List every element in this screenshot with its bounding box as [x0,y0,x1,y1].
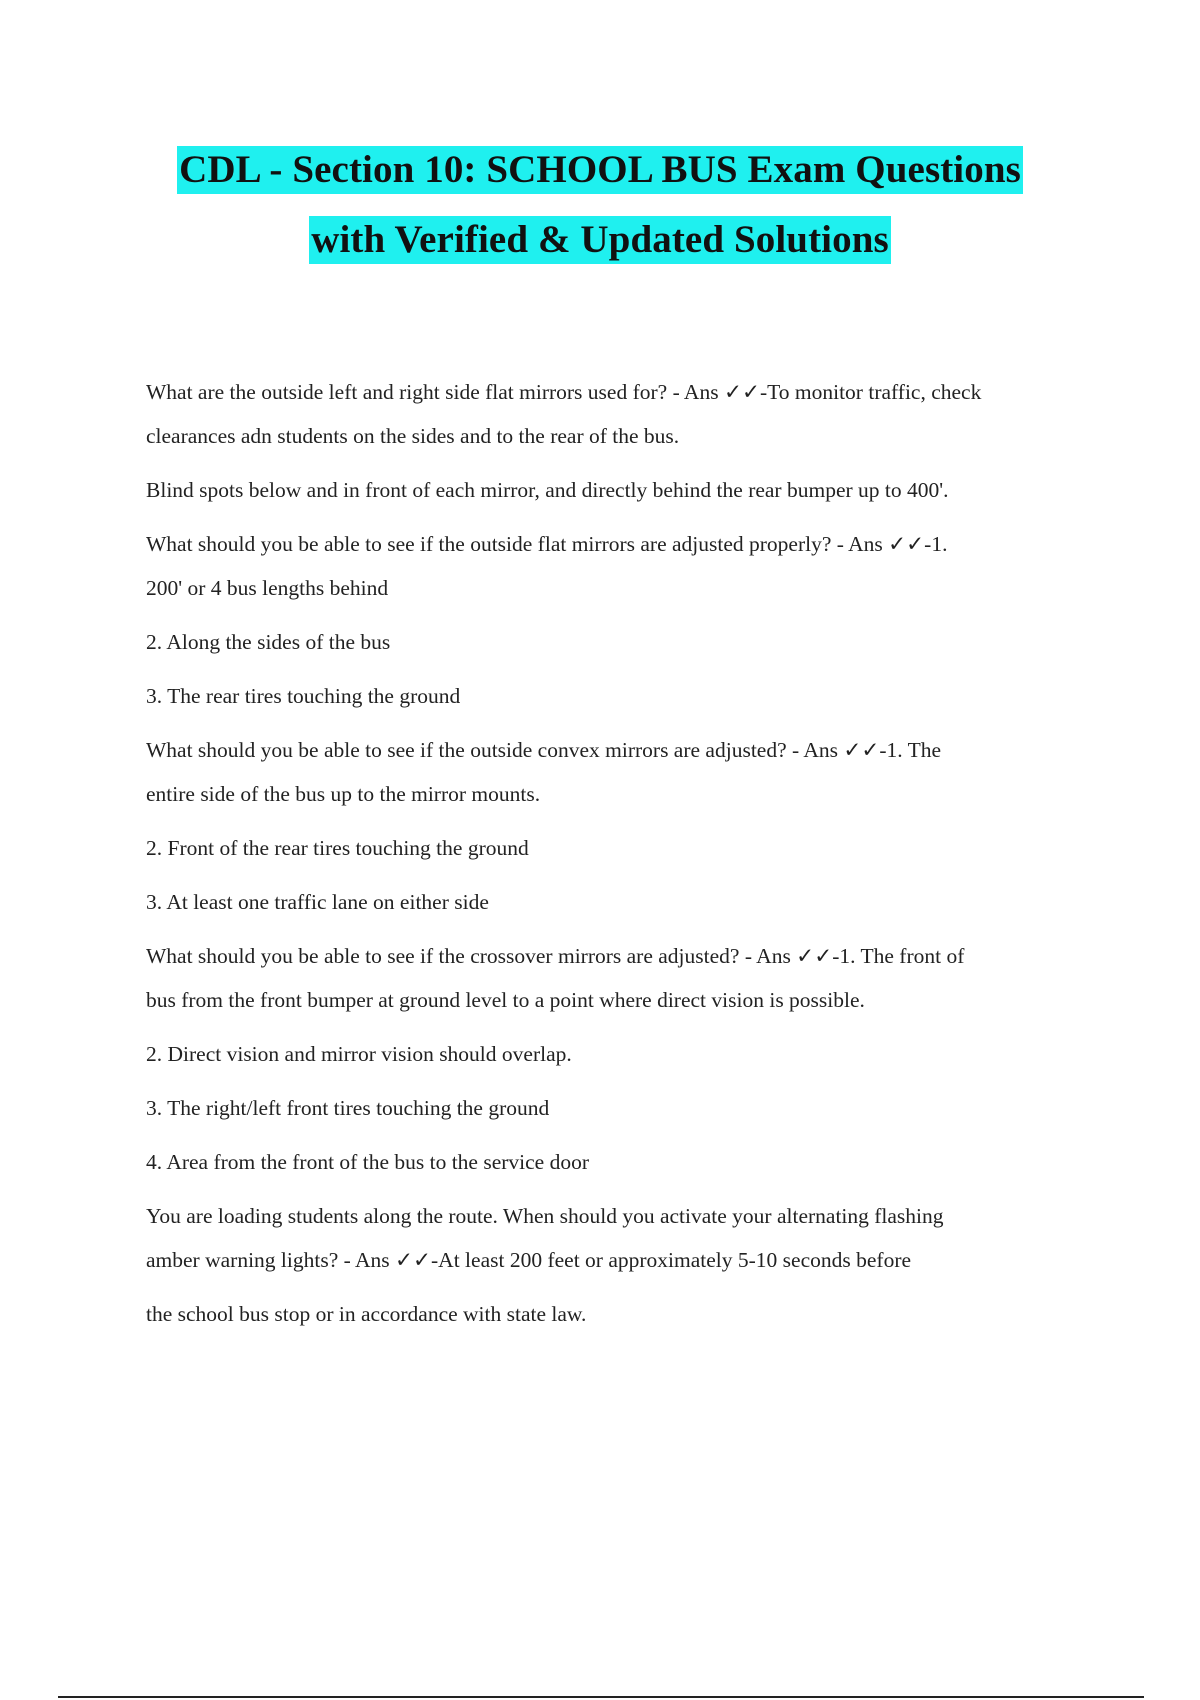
list-item: 3. At least one traffic lane on either side [146,890,489,914]
list-item: 2. Front of the rear tires touching the ground [146,836,529,860]
list-item: 4. Area from the front of the bus to the service door [146,1150,590,1174]
qa-flat-mirrors [146,370,1096,458]
answer-line: the school bus stop or in accordance with state law. [146,1302,587,1326]
question-line: What should you be able to see if the outside flat mirrors are adjusted properly? - Ans ✓✓-1. [146,532,948,556]
answer-line: entire side of the bus up to the mirror mounts. [146,782,541,806]
list-item: 3. The right/left front tires touching the ground [146,1096,550,1120]
list-item: 3. The rear tires touching the ground [146,684,461,708]
document-body [146,370,1096,1336]
qa-flashing-lights [146,1194,1096,1336]
list-item: 2. Direct vision and mirror vision should overlap. [146,1042,572,1066]
answer-line: clearances adn students on the sides and to the rear of the bus. [146,424,680,448]
question-line: What should you be able to see if the outside convex mirrors are adjusted? - Ans ✓✓-1. The [146,738,942,762]
title-line-1: CDL - Section 10: SCHOOL BUS Exam Questions [177,146,1023,194]
qa-crossover-mirrors [146,934,1096,1022]
question-line: What should you be able to see if the crossover mirrors are adjusted? - Ans ✓✓-1. The front of [146,944,965,968]
title-line-2: with Verified & Updated Solutions [309,216,891,264]
footer-divider [58,1696,1144,1698]
qa-convex-mirrors [146,728,1096,816]
answer-line: 200' or 4 bus lengths behind [146,576,389,600]
question-line: You are loading students along the route. When should you activate your alternating flashing [146,1204,944,1228]
list-item: 2. Along the sides of the bus [146,630,391,654]
answer-line: bus from the front bumper at ground level to a point where direct vision is possible. [146,988,865,1012]
answer-line: amber warning lights? - Ans ✓✓-At least 200 feet or approximately 5-10 seconds before [146,1248,912,1272]
question-line: What are the outside left and right side flat mirrors used for? - Ans ✓✓-To monitor traffic, check [146,380,982,404]
paragraph-blind-spots: Blind spots below and in front of each mirror, and directly behind the rear bumper up to 400'. [146,478,949,502]
qa-flat-mirrors-adjusted [146,522,1096,610]
